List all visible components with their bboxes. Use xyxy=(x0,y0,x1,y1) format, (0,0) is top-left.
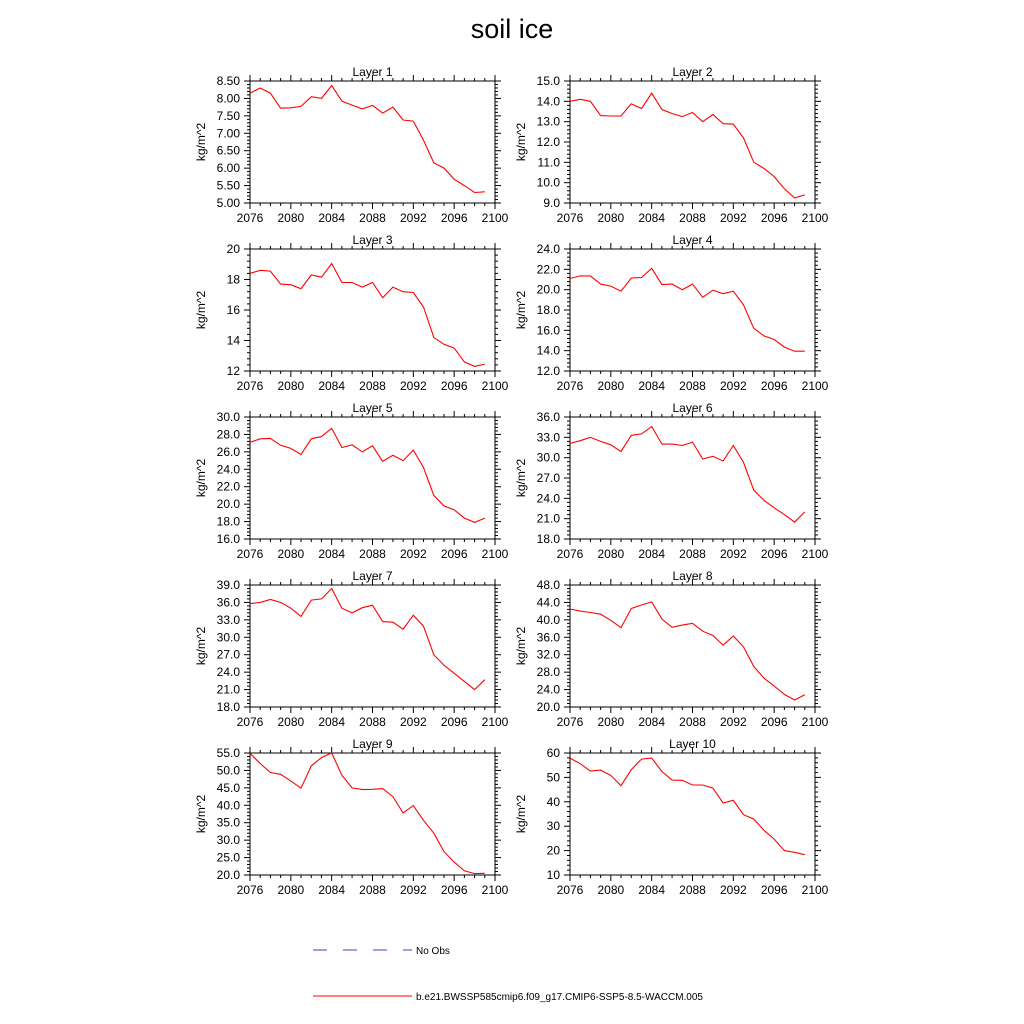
x-tick-label: 2076 xyxy=(236,379,264,393)
x-tick-label: 2092 xyxy=(399,211,427,225)
x-tick-label: 2088 xyxy=(679,883,706,897)
x-tick-label: 2100 xyxy=(801,379,829,393)
y-tick-label: 10 xyxy=(546,868,560,882)
y-tick-label: 30.0 xyxy=(216,630,240,645)
panel-title: Layer 8 xyxy=(672,569,713,583)
plot-frame xyxy=(250,417,495,539)
x-tick-label: 2088 xyxy=(359,379,386,393)
y-tick-label: 16.0 xyxy=(536,323,560,338)
y-tick-label: 36.0 xyxy=(536,410,560,424)
x-tick-label: 2100 xyxy=(801,211,829,225)
x-tick-label: 2076 xyxy=(556,715,584,729)
y-tick-label: 20.0 xyxy=(216,868,240,882)
y-tick-label: 36.0 xyxy=(536,630,560,645)
y-tick-label: 18.0 xyxy=(216,700,240,714)
x-tick-label: 2084 xyxy=(638,379,666,393)
x-tick-label: 2076 xyxy=(556,211,584,225)
y-tick-label: 18.0 xyxy=(216,514,240,529)
plot-frame xyxy=(570,81,815,203)
x-tick-label: 2080 xyxy=(277,547,305,561)
y-tick-label: 7.00 xyxy=(216,126,240,141)
plot-frame xyxy=(250,81,495,203)
legend-obs-label: No Obs xyxy=(416,946,450,957)
series-line xyxy=(250,428,485,522)
series-line xyxy=(250,753,485,874)
x-tick-label: 2092 xyxy=(719,379,747,393)
y-tick-label: 55.0 xyxy=(216,746,240,760)
panel-title: Layer 3 xyxy=(352,233,393,247)
x-tick-label: 2080 xyxy=(597,715,625,729)
x-tick-label: 2084 xyxy=(318,715,346,729)
x-tick-label: 2088 xyxy=(679,211,706,225)
y-axis-label: kg/m^2 xyxy=(194,122,208,162)
x-tick-label: 2088 xyxy=(359,547,386,561)
x-tick-label: 2092 xyxy=(399,715,427,729)
x-tick-label: 2080 xyxy=(277,379,305,393)
y-tick-label: 18 xyxy=(226,272,240,287)
panel-title: Layer 2 xyxy=(672,65,713,79)
x-tick-label: 2084 xyxy=(638,883,666,897)
x-tick-label: 2088 xyxy=(359,211,386,225)
plot-frame xyxy=(570,417,815,539)
x-tick-label: 2096 xyxy=(760,715,788,729)
y-tick-label: 27.0 xyxy=(216,647,240,662)
x-tick-label: 2096 xyxy=(440,379,468,393)
y-tick-label: 6.50 xyxy=(216,143,240,158)
series-line xyxy=(250,264,485,367)
y-tick-label: 30.0 xyxy=(216,833,240,848)
y-tick-label: 20 xyxy=(226,242,240,256)
x-tick-label: 2100 xyxy=(801,547,829,561)
y-tick-label: 45.0 xyxy=(216,780,240,795)
y-tick-label: 24.0 xyxy=(216,665,240,680)
x-tick-label: 2092 xyxy=(719,547,747,561)
x-tick-label: 2096 xyxy=(760,211,788,225)
x-tick-label: 2100 xyxy=(481,547,509,561)
y-tick-label: 25.0 xyxy=(216,850,240,865)
x-tick-label: 2096 xyxy=(760,547,788,561)
y-tick-label: 28.0 xyxy=(216,427,240,442)
x-tick-label: 2092 xyxy=(719,715,747,729)
x-tick-label: 2076 xyxy=(556,547,584,561)
y-tick-label: 40 xyxy=(546,794,560,809)
y-tick-label: 40.0 xyxy=(216,798,240,813)
y-tick-label: 20 xyxy=(546,843,560,858)
y-tick-label: 20.0 xyxy=(216,497,240,512)
panel-10 xyxy=(514,737,829,897)
series-line xyxy=(570,427,805,523)
y-tick-label: 8.50 xyxy=(216,74,240,88)
y-axis-label: kg/m^2 xyxy=(194,458,208,498)
y-tick-label: 5.00 xyxy=(216,196,240,210)
y-axis-label: kg/m^2 xyxy=(514,458,528,498)
y-tick-label: 14.0 xyxy=(536,343,560,358)
x-tick-label: 2080 xyxy=(277,715,305,729)
panel-9 xyxy=(194,737,509,897)
y-tick-label: 40.0 xyxy=(536,612,560,627)
y-tick-label: 9.0 xyxy=(543,196,560,210)
x-tick-label: 2096 xyxy=(440,715,468,729)
x-tick-label: 2076 xyxy=(236,547,264,561)
x-tick-label: 2092 xyxy=(399,883,427,897)
x-tick-label: 2100 xyxy=(481,211,509,225)
y-tick-label: 60 xyxy=(546,746,560,760)
y-axis-label: kg/m^2 xyxy=(194,794,208,834)
y-tick-label: 44.0 xyxy=(536,595,560,610)
y-tick-label: 11.0 xyxy=(537,155,560,170)
y-tick-label: 18.0 xyxy=(536,532,560,546)
y-tick-label: 22.0 xyxy=(536,262,560,277)
y-tick-label: 22.0 xyxy=(216,479,240,494)
y-tick-label: 6.00 xyxy=(216,161,240,176)
y-axis-label: kg/m^2 xyxy=(514,290,528,330)
y-tick-label: 30 xyxy=(546,819,560,834)
x-tick-label: 2100 xyxy=(801,715,829,729)
panel-5 xyxy=(194,401,509,561)
x-tick-label: 2092 xyxy=(719,211,747,225)
x-tick-label: 2080 xyxy=(277,211,305,225)
y-tick-label: 12 xyxy=(226,364,240,378)
panel-title: Layer 4 xyxy=(672,233,713,247)
x-tick-label: 2088 xyxy=(679,547,706,561)
x-tick-label: 2080 xyxy=(597,379,625,393)
x-tick-label: 2080 xyxy=(597,883,625,897)
y-tick-label: 21.0 xyxy=(536,511,560,526)
y-tick-label: 24.0 xyxy=(536,242,560,256)
x-tick-label: 2088 xyxy=(359,715,386,729)
x-tick-label: 2096 xyxy=(760,379,788,393)
y-tick-label: 27.0 xyxy=(536,471,560,485)
y-tick-label: 35.0 xyxy=(216,815,240,830)
figure-title: soil ice xyxy=(470,14,554,44)
x-tick-label: 2100 xyxy=(481,379,509,393)
panel-title: Layer 10 xyxy=(669,737,716,751)
x-tick-label: 2076 xyxy=(236,211,264,225)
x-tick-label: 2084 xyxy=(638,211,666,225)
series-line xyxy=(570,602,805,700)
y-tick-label: 10.0 xyxy=(536,175,560,190)
y-tick-label: 12.0 xyxy=(536,135,560,149)
y-tick-label: 26.0 xyxy=(216,444,240,459)
x-tick-label: 2076 xyxy=(236,715,264,729)
y-tick-label: 48.0 xyxy=(536,578,560,592)
y-axis-label: kg/m^2 xyxy=(194,626,208,666)
series-line xyxy=(570,758,805,855)
y-tick-label: 39.0 xyxy=(216,578,240,592)
panel-title: Layer 9 xyxy=(352,737,393,751)
x-tick-label: 2092 xyxy=(399,379,427,393)
y-tick-label: 36.0 xyxy=(216,595,240,610)
x-tick-label: 2088 xyxy=(679,715,706,729)
legend-model-label: b.e21.BWSSP585cmip6.f09_g17.CMIP6-SSP5-8.5-WACCM.005 xyxy=(416,992,703,1003)
x-tick-label: 2092 xyxy=(719,883,747,897)
y-tick-label: 30.0 xyxy=(536,450,560,465)
x-tick-label: 2076 xyxy=(236,883,264,897)
panel-title: Layer 1 xyxy=(352,65,393,79)
panel-4 xyxy=(514,233,829,393)
x-tick-label: 2080 xyxy=(597,547,625,561)
y-tick-label: 14 xyxy=(226,333,240,348)
y-tick-label: 33.0 xyxy=(216,612,240,627)
y-tick-label: 20.0 xyxy=(536,282,560,297)
x-tick-label: 2088 xyxy=(679,379,706,393)
series-line xyxy=(570,268,805,351)
x-tick-label: 2080 xyxy=(597,211,625,225)
y-tick-label: 8.00 xyxy=(216,91,240,106)
legend xyxy=(313,946,703,1003)
x-tick-label: 2096 xyxy=(440,211,468,225)
y-tick-label: 28.0 xyxy=(536,665,560,680)
y-tick-label: 50 xyxy=(546,770,560,785)
x-tick-label: 2100 xyxy=(481,883,509,897)
x-tick-label: 2100 xyxy=(801,883,829,897)
x-tick-label: 2076 xyxy=(556,883,584,897)
panel-7 xyxy=(194,569,509,729)
y-tick-label: 20.0 xyxy=(536,700,560,714)
y-tick-label: 24.0 xyxy=(536,682,560,697)
y-tick-label: 50.0 xyxy=(216,763,240,778)
x-tick-label: 2100 xyxy=(481,715,509,729)
y-axis-label: kg/m^2 xyxy=(194,290,208,330)
y-tick-label: 18.0 xyxy=(536,303,560,317)
x-tick-label: 2096 xyxy=(440,883,468,897)
panel-title: Layer 7 xyxy=(352,569,393,583)
series-line xyxy=(250,589,485,690)
y-tick-label: 16.0 xyxy=(216,532,240,546)
y-axis-label: kg/m^2 xyxy=(514,794,528,834)
y-tick-label: 32.0 xyxy=(536,647,560,662)
panel-1 xyxy=(194,65,509,225)
x-tick-label: 2084 xyxy=(638,547,666,561)
x-tick-label: 2084 xyxy=(318,379,346,393)
y-tick-label: 24.0 xyxy=(216,462,240,477)
plot-frame xyxy=(250,585,495,707)
y-tick-label: 5.50 xyxy=(216,178,240,193)
x-tick-label: 2084 xyxy=(638,715,666,729)
x-tick-label: 2088 xyxy=(359,883,386,897)
x-tick-label: 2084 xyxy=(318,211,346,225)
y-tick-label: 21.0 xyxy=(216,682,240,697)
x-tick-label: 2096 xyxy=(760,883,788,897)
panel-title: Layer 6 xyxy=(672,401,713,415)
panel-3 xyxy=(194,233,509,393)
y-tick-label: 12.0 xyxy=(536,364,560,378)
y-axis-label: kg/m^2 xyxy=(514,122,528,162)
x-tick-label: 2096 xyxy=(440,547,468,561)
y-tick-label: 33.0 xyxy=(536,430,560,445)
y-axis-label: kg/m^2 xyxy=(514,626,528,666)
y-tick-label: 14.0 xyxy=(536,94,560,109)
x-tick-label: 2084 xyxy=(318,883,346,897)
plot-frame xyxy=(250,753,495,875)
y-tick-label: 24.0 xyxy=(536,491,560,506)
panel-2 xyxy=(514,65,829,225)
plot-frame xyxy=(570,753,815,875)
x-tick-label: 2084 xyxy=(318,547,346,561)
panel-6 xyxy=(514,401,829,561)
y-tick-label: 13.0 xyxy=(536,114,560,129)
y-tick-label: 16 xyxy=(226,303,240,317)
y-tick-label: 15.0 xyxy=(536,74,560,88)
x-tick-label: 2076 xyxy=(556,379,584,393)
series-line xyxy=(250,86,485,193)
panel-8 xyxy=(514,569,829,729)
series-line xyxy=(570,93,805,198)
y-tick-label: 30.0 xyxy=(216,410,240,424)
plot-frame xyxy=(570,249,815,371)
x-tick-label: 2080 xyxy=(277,883,305,897)
y-tick-label: 7.50 xyxy=(216,108,240,123)
x-tick-label: 2092 xyxy=(399,547,427,561)
panel-title: Layer 5 xyxy=(352,401,393,415)
